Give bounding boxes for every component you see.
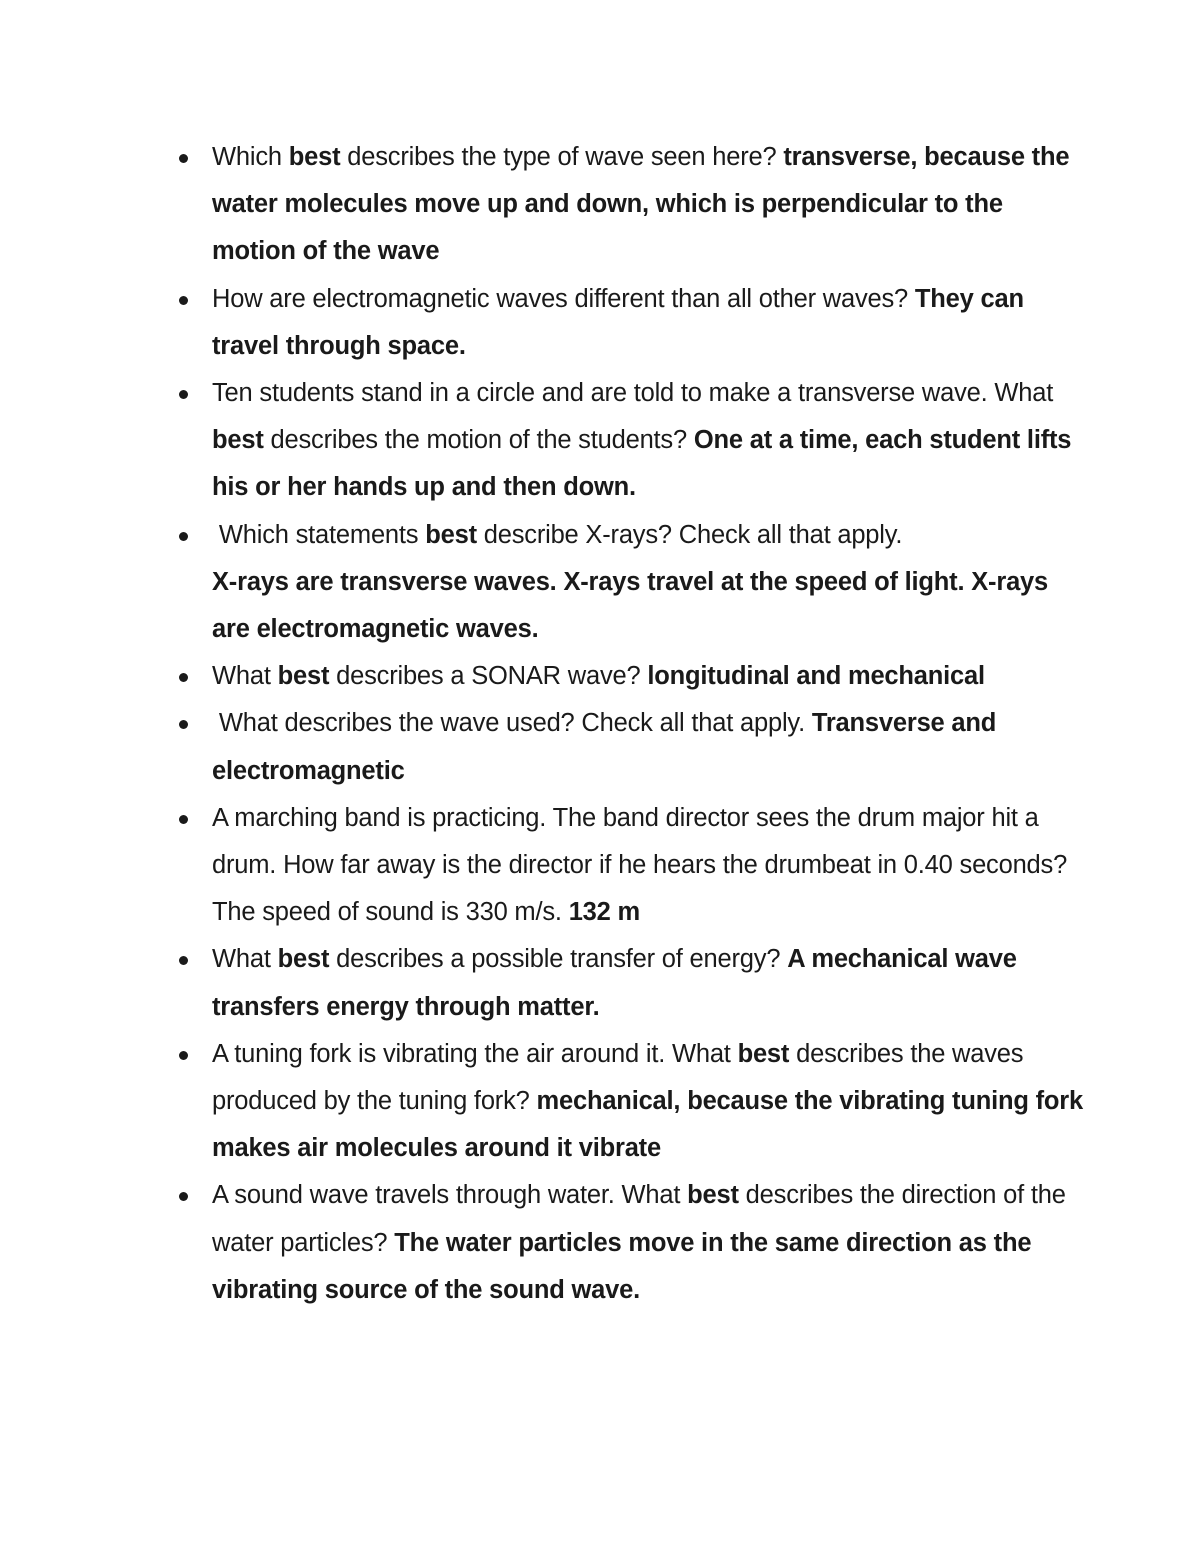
bullet-icon (179, 154, 188, 163)
bold-text: A mechanical wave transfers energy through matter. (212, 945, 1024, 1021)
bullet-icon (179, 720, 188, 729)
bullet-icon (179, 1192, 188, 1201)
question-item (212, 276, 1092, 370)
question-item (212, 795, 1092, 937)
question-text: describes the direction of the water particles? (212, 1181, 1073, 1257)
bold-text: mechanical, because the vibrating tuning fork makes air molecules around it vibrate (212, 1087, 1090, 1163)
bold-text: 132 m (568, 898, 640, 927)
bold-text: best (288, 143, 341, 171)
question-text: What describes the wave used? Check all that apply. (212, 709, 812, 738)
question-text: describes the motion of the students? (263, 426, 694, 455)
question-text: describes a possible transfer of energy? (329, 945, 788, 974)
bold-text: best (212, 426, 264, 455)
bold-text: They can travel through space. (212, 284, 1031, 360)
bold-text: One at a time, each student lifts his or her hands up and then down. (212, 426, 1079, 502)
question-answer-list (212, 134, 1092, 1314)
bold-text: best (737, 1039, 790, 1068)
bullet-icon (179, 1051, 188, 1060)
bullet-icon (179, 532, 188, 541)
question-item (212, 370, 1092, 512)
question-item (212, 936, 1092, 1030)
bold-text: best (687, 1181, 739, 1210)
bullet-icon (179, 815, 188, 824)
bullet-icon (179, 673, 188, 682)
question-text: Which statements (212, 520, 426, 549)
question-text: describes a SONAR wave? (329, 662, 648, 691)
question-item (212, 1172, 1092, 1314)
question-item (212, 134, 1092, 276)
question-text: How are electromagnetic waves different than all other waves? (212, 284, 915, 313)
question-text: A tuning fork is vibrating the air around it. What (212, 1039, 738, 1068)
question-text: describes the waves produced by the tuning fork? (212, 1039, 1031, 1116)
question-text: What (212, 945, 278, 974)
bold-text: best (277, 945, 330, 974)
question-text: Which (212, 143, 289, 171)
question-text: A sound wave travels through water. What (212, 1181, 688, 1210)
bold-text: Transverse and electromagnetic (212, 709, 1004, 785)
bold-text: best (277, 662, 330, 691)
bullet-icon (179, 390, 188, 399)
bold-text: X-rays are transverse waves. X-rays travel at the speed of light. X-rays are electromagnetic waves. (212, 567, 1055, 644)
bold-text: best (425, 520, 477, 549)
question-text: describes the type of wave seen here? (340, 143, 784, 171)
question-text: Ten students stand in a circle and are told to make a transverse wave. What (212, 379, 1060, 408)
bold-text: The water particles move in the same direction as the vibrating source of the sound wave. (212, 1228, 1039, 1304)
question-text: What (212, 662, 278, 691)
bold-text: longitudinal and mechanical (647, 662, 985, 691)
question-text: describe X-rays? Check all that apply. (476, 520, 903, 549)
question-text: A marching band is practicing. The band director sees the drum major hit a drum. How far away is the director if he hears the drumbeat in 0.40 seconds? The speed of sound is 330 m/s. (212, 803, 1074, 927)
question-item (212, 512, 1092, 654)
question-item (212, 1031, 1092, 1173)
question-item (212, 700, 1092, 794)
bullet-icon (179, 956, 188, 965)
question-item (212, 653, 1092, 700)
bullet-icon (179, 296, 188, 305)
bold-text: transverse, because the water molecules move up and down, which is perpendicular to the motion of the wave (212, 143, 1077, 266)
